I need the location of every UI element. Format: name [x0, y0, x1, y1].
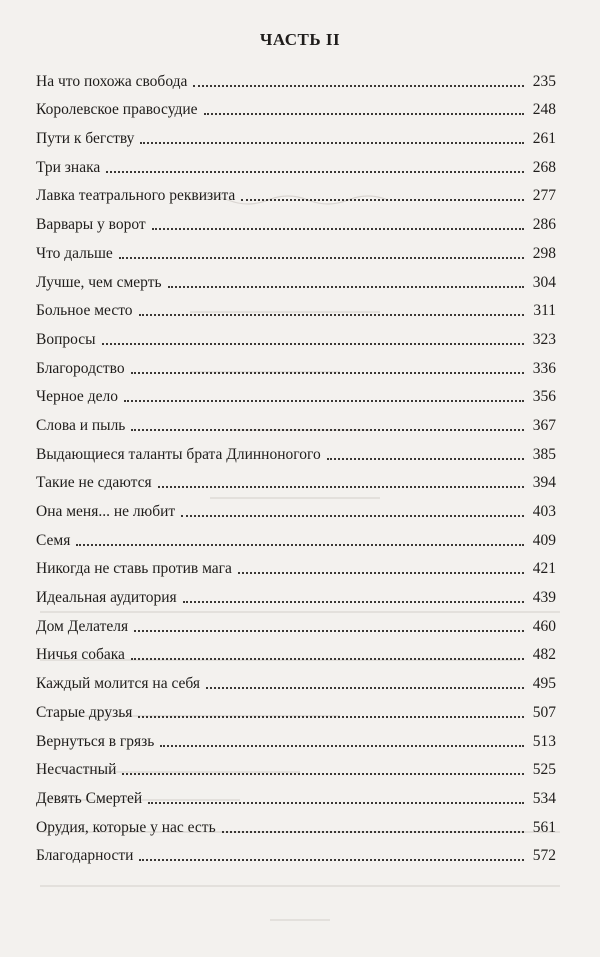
toc-entry-title: Лавка театрального реквизита [36, 187, 236, 205]
toc-entry-page-number: 460 [532, 617, 556, 635]
toc-entry-page-number: 513 [532, 732, 556, 750]
toc-entry-title: Королевское правосудие [36, 101, 198, 119]
toc-entry [36, 91, 556, 120]
toc-entry-page-number: 385 [532, 445, 556, 463]
toc-entry-title: Дом Делателя [36, 617, 129, 635]
toc-entry-title: На что похожа свобода [36, 72, 188, 90]
toc-entry-page-number: 323 [532, 330, 556, 348]
toc-entry [36, 607, 556, 636]
section-heading: ЧАСТЬ II [259, 30, 341, 49]
toc-entry-page-number: 235 [532, 72, 556, 90]
toc-entry [36, 722, 556, 751]
toc-entry-page-number: 525 [532, 761, 556, 779]
dot-leader [131, 372, 524, 374]
toc-entry-page-number: 507 [532, 703, 556, 721]
toc-entry-title: Что дальше [36, 244, 113, 262]
toc-entry-page-number: 311 [533, 302, 556, 320]
toc-entry [36, 292, 556, 321]
toc-entry-title: Она меня... не любит [36, 503, 176, 520]
toc-entry [36, 435, 556, 464]
toc-entry [36, 492, 556, 521]
toc-entry [36, 406, 556, 435]
toc-entry-title: Благородство [36, 359, 125, 377]
dot-leader [148, 802, 524, 804]
toc-entry [36, 62, 556, 91]
dot-leader [327, 458, 524, 460]
dot-leader [238, 572, 524, 574]
toc-entry-title: Пути к бегству [36, 130, 135, 148]
dot-leader [168, 286, 524, 288]
toc-entry-title: Старые друзья [36, 703, 133, 721]
toc-entry-page-number: 394 [532, 474, 556, 492]
toc-entry-page-number: 248 [532, 101, 556, 119]
toc-entry [36, 464, 556, 493]
toc-entry-title: Три знака [36, 158, 101, 176]
toc-entry [36, 521, 556, 550]
dot-leader [76, 544, 524, 546]
toc-entry-page-number: 336 [532, 359, 556, 377]
toc-entry [36, 148, 556, 177]
toc-entry-page-number: 409 [532, 531, 556, 549]
dot-leader [241, 199, 524, 201]
toc-entry-page-number: 561 [532, 818, 556, 836]
toc-entry [36, 751, 556, 780]
toc-entry [36, 837, 556, 866]
toc-entry-title: Вопросы [36, 330, 96, 348]
toc-entry [36, 779, 556, 808]
toc-entry-page-number: 277 [532, 187, 556, 205]
dot-leader [160, 745, 524, 747]
toc-entry-title: Несчастный [36, 761, 117, 779]
toc-entry-title: Больное место [36, 302, 133, 320]
toc-entry-page-number: 356 [532, 388, 556, 406]
dot-leader [122, 773, 524, 775]
toc-entry-page-number: 482 [532, 646, 556, 664]
toc-entry-page-number: 572 [532, 847, 556, 865]
toc-entry-title: Варвары у ворот [36, 216, 146, 234]
toc-entry [36, 378, 556, 407]
toc-entry-page-number: 367 [532, 416, 556, 434]
dot-leader [183, 601, 524, 603]
toc-entry [36, 349, 556, 378]
toc-entry-page-number: 298 [532, 244, 556, 262]
toc-entry-page-number: 421 [532, 560, 556, 578]
toc-entry-title: Слова и пыль [36, 416, 126, 434]
dot-leader [222, 831, 524, 833]
toc-entry-title: Девять Смертей [36, 789, 143, 807]
toc-entry-page-number: 439 [532, 589, 556, 607]
dot-leader [131, 429, 524, 431]
dot-leader [134, 630, 524, 632]
toc-entry-title: Семя [36, 531, 71, 549]
dot-leader [106, 171, 524, 173]
dot-leader [102, 343, 524, 345]
toc-entry-title: Такие не сдаются [36, 474, 152, 492]
dot-leader [140, 142, 524, 144]
toc-entry-title: Никогда не ставь против мага [36, 560, 232, 578]
toc-entry-page-number: 534 [532, 789, 556, 807]
toc-entry [36, 550, 556, 579]
toc-entry-title: Выдающиеся таланты брата Длинноногого [36, 445, 321, 463]
toc-entry [36, 808, 556, 837]
dot-leader [193, 85, 524, 87]
dot-leader [139, 314, 524, 316]
dot-leader [124, 400, 524, 402]
toc-entry-title: Благодарности [36, 847, 134, 865]
toc-entry-title: Орудия, которые у нас есть [36, 818, 216, 836]
dot-leader [206, 687, 524, 689]
toc-entry [36, 636, 556, 665]
dot-leader [204, 113, 524, 115]
toc-entry [36, 664, 556, 693]
toc-entry [36, 205, 556, 234]
toc-entry [36, 119, 556, 148]
toc-entry-page-number: 261 [532, 130, 556, 148]
toc-entry-title: Вернуться в грязь [36, 732, 155, 750]
dot-leader [131, 658, 524, 660]
toc-entry-title: Каждый молится на себя [36, 675, 201, 693]
table-of-contents [36, 62, 556, 865]
toc-entry [36, 693, 556, 722]
dot-leader [181, 515, 524, 517]
toc-entry [36, 177, 556, 206]
dot-leader [119, 257, 524, 259]
toc-entry-title: Ничья собака [36, 646, 125, 664]
toc-entry [36, 263, 556, 292]
toc-entry-title: Черное дело [36, 388, 118, 406]
toc-entry-page-number: 403 [532, 503, 556, 520]
dot-leader [158, 486, 524, 488]
toc-entry-title: Лучше, чем смерть [36, 273, 162, 291]
toc-entry-page-number: 268 [532, 158, 556, 176]
dot-leader [139, 859, 524, 861]
toc-entry-page-number: 495 [532, 675, 556, 693]
toc-entry [36, 320, 556, 349]
toc-entry-page-number: 304 [532, 273, 556, 291]
toc-entry-page-number: 286 [532, 216, 556, 234]
toc-entry [36, 234, 556, 263]
dot-leader [152, 228, 524, 230]
toc-entry [36, 578, 556, 607]
dot-leader [138, 716, 524, 718]
toc-entry-title: Идеальная аудитория [36, 589, 177, 607]
